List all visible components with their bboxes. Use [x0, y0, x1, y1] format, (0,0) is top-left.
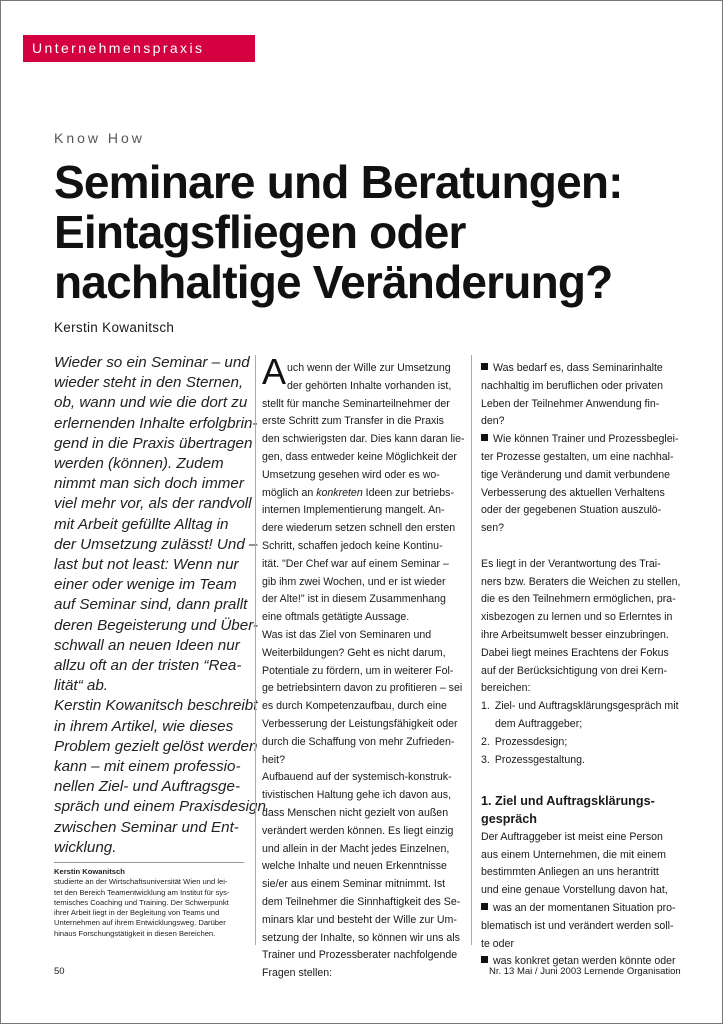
lead-line: gend in die Praxis übertragen: [54, 434, 253, 452]
body-line: xisbezogen zu lernen und so Erlerntes in: [481, 611, 673, 624]
emphasis: konkreten: [316, 486, 363, 499]
body-line: Verbesserung der Leistungsfähigkeit oder: [262, 717, 458, 730]
lead-line: zwischen Seminar und Ent-: [54, 818, 239, 836]
lead-line: lität“ ab.: [54, 677, 109, 695]
lead-line: wieder steht in den Sternen,: [54, 374, 244, 392]
square-bullet-icon: [481, 434, 488, 441]
bullet-item-line: [481, 431, 677, 449]
body-line: gen, dass entweder keine Möglichkeit der: [262, 450, 457, 463]
body-line: Fragen stellen:: [262, 967, 333, 980]
item-number: 2.: [481, 735, 490, 748]
lead-line: schwall an neuen Ideen nur: [54, 636, 240, 654]
title-line: Seminare und Beratungen:: [54, 156, 623, 208]
lead-paragraph: [54, 353, 266, 858]
body-line: möglich an konkreten Ideen zur betriebs-: [262, 486, 454, 499]
section-label: Unternehmenspraxis: [32, 40, 205, 56]
body-line: der gehörten Inhalte vorhanden ist,: [287, 379, 452, 392]
bio-line: Unternehmen auf ihrem Entwicklungsweg. Darüber: [54, 918, 226, 928]
item-text: Prozessgestaltung.: [494, 753, 585, 766]
lead-line: der Umsetzung zulässt! Und –: [54, 535, 258, 553]
item-number: 3.: [481, 753, 490, 766]
numbered-item: [481, 734, 677, 752]
body-column-2: [262, 360, 465, 983]
body-line: ität. "Der Chef war auf einem Seminar –: [262, 557, 449, 570]
body-line: sen?: [481, 522, 504, 535]
bio-line: temisches Coaching und Training. Der Schwerpunkt: [54, 897, 229, 907]
title-line: Eintagsfliegen oder: [54, 206, 466, 258]
body-line: auf der Berücksichtigung von drei Kern-: [481, 664, 668, 677]
body-line: durch die Schaffung von mehr Zufrieden-: [262, 735, 455, 748]
body-line: sie/er aus einem Seminar mitnimmt. Ist: [262, 878, 446, 891]
bullet-text: Was bedarf es, dass Seminarinhalte: [493, 362, 663, 374]
body-line: bestimmten Anliegen an uns herantritt: [481, 866, 659, 879]
body-line: den?: [481, 415, 505, 428]
lead-line: deren Begeisterung und Über-: [54, 616, 259, 634]
lead-line: last but not least: Wenn nur: [54, 556, 239, 574]
lead-line: auf Seminar sind, dann prallt: [54, 596, 248, 614]
numbered-item-continuation: dem Auftraggeber;: [495, 717, 583, 730]
column-divider: [471, 355, 472, 945]
body-line: ners bzw. Beraters die Weichen zu stellen,: [481, 575, 681, 588]
body-line: ge betriebsintern davon zu profitieren – sei: [262, 682, 463, 695]
item-text: Ziel- und Auftragsklärungsgespräch mit: [494, 700, 679, 713]
lead-line: wicklung.: [54, 838, 117, 856]
bio-line: ihrer Arbeit liegt in der Begleitung von Teams und: [54, 908, 220, 918]
lead-line: viel mehr vor, als der randvoll: [54, 495, 252, 513]
body-line: es durch Kompetenzaufbau, durch eine: [262, 700, 447, 713]
drop-cap: A: [262, 351, 287, 392]
bullet-item-line: [481, 360, 677, 378]
body-line: Trainer und Prozessberater nachfolgende: [262, 949, 458, 962]
body-line: blematisch ist und verändert werden soll-: [481, 919, 674, 932]
body-line: eine oftmals getätigte Aussage.: [262, 611, 410, 624]
body-line: die es den Teilnehmern ermöglichen, pra-: [481, 593, 676, 606]
article-title: [54, 157, 704, 307]
author-bio: [54, 867, 250, 939]
bio-line: hinaus Forschungstätigkeit in diesen Bereichen.: [54, 928, 216, 938]
numbered-item: [481, 698, 677, 716]
body-column-3: [481, 360, 681, 971]
body-line: heit?: [262, 753, 285, 766]
title-line: nachhaltige Veränderung?: [54, 256, 613, 308]
heading-line: gespräch: [481, 811, 537, 826]
lead-line: Kerstin Kowanitsch beschreibt: [54, 697, 258, 715]
body-line: setzung der Inhalte, so können wir uns als: [262, 931, 460, 944]
body-line: welche Inhalte und neuen Erkenntnisse: [262, 860, 447, 873]
body-line: Schritt, schaffen jedoch keine Kontinu-: [262, 539, 443, 552]
lead-line: werden (können). Zudem: [54, 455, 224, 473]
body-line: Es liegt in der Verantwortung des Trai-: [481, 557, 661, 570]
body-line: Was ist das Ziel von Seminaren und: [262, 628, 432, 641]
square-bullet-icon: [481, 956, 488, 963]
heading-line: 1. Ziel und Auftragsklärungs-: [481, 794, 655, 809]
body-line: stellt für manche Seminarteilnehmer der: [262, 397, 450, 410]
numbered-item: [481, 752, 677, 770]
bullet-text: was an der momentanen Situation pro-: [493, 901, 676, 914]
body-line: erste Schritt zum Transfer in die Praxis: [262, 415, 444, 428]
section-heading: [481, 793, 677, 829]
bio-name: Kerstin Kowanitsch: [54, 867, 125, 876]
spacer: [481, 538, 677, 556]
bullet-text: Wie können Trainer und Prozessbeglei-: [493, 433, 679, 446]
body-line: te oder: [481, 937, 514, 950]
body-line: der Alte!" ist in diesem Zusammenhang: [262, 593, 446, 606]
body-line: Aufbauend auf der systemisch-konstruk-: [262, 771, 452, 784]
bio-line: tet den Bereich Teamentwicklung am Institut für sys-: [54, 887, 230, 897]
bio-divider: [54, 862, 244, 863]
lead-line: mit Arbeit gefüllte Alltag in: [54, 515, 229, 533]
lead-line: ob, wann und wie die dort zu: [54, 394, 248, 412]
body-line: Leben der Teilnehmer Anwendung fin-: [481, 397, 660, 410]
lead-line: Problem gezielt gelöst werden: [54, 737, 258, 755]
section-banner: [23, 35, 255, 62]
body-line: und eine genaue Vorstellung davon hat,: [481, 884, 668, 897]
body-line: ter Prozesse gestalten, um eine nachhal-: [481, 450, 674, 463]
body-line: nachhaltig im beruflichen oder privaten: [481, 379, 663, 392]
lead-line: Wieder so ein Seminar – und: [54, 354, 250, 371]
body-line: Der Auftraggeber ist meist eine Person: [481, 830, 663, 843]
lead-line: spräch und einem Praxisdesign: [54, 798, 266, 816]
kicker: Know How: [54, 130, 145, 146]
item-number: 1.: [481, 700, 490, 713]
body-line: und allein in der Macht jedes Einzelnen,: [262, 842, 450, 855]
body-line: tivistischen Haltung gehe ich davon aus,: [262, 789, 452, 802]
square-bullet-icon: [481, 363, 488, 370]
body-line: ihre Arbeitsumwelt besser einzubringen.: [481, 628, 669, 641]
body-line: dem Teilnehmer die Sinnhaftigkeit des Se-: [262, 895, 461, 908]
lead-line: einer oder wenige im Team: [54, 576, 237, 594]
lead-line: allzu oft an der tristen “Rea-: [54, 657, 242, 675]
lead-line: in ihrem Artikel, wie dieses: [54, 717, 234, 735]
lead-line: nimmt man sich doch immer: [54, 475, 244, 493]
body-line: Potentiale zu fördern, um in weiterer Fol-: [262, 664, 454, 677]
author-byline: Kerstin Kowanitsch: [54, 320, 175, 335]
issue-info: Nr. 13 Mai / Juni 2003 Lernende Organisation: [489, 966, 681, 977]
lead-line: nellen Ziel- und Auftragsge-: [54, 778, 241, 796]
bullet-text: was konkret getan werden könnte oder: [493, 955, 676, 968]
body-line: oder der gegebenen Stuation auszulö-: [481, 504, 662, 517]
spacer: [481, 769, 677, 787]
body-line: gib ihm zwei Wochen, und er ist wieder: [262, 575, 446, 588]
body-line: den schwierigsten dar. Dies kann daran lie-: [262, 433, 465, 446]
body-line: Weiterbildungen? Geht es nicht darum,: [262, 646, 446, 659]
page-number: 50: [54, 966, 65, 977]
lead-line: erlernenden Inhalte erfolgbrin-: [54, 414, 258, 432]
bullet-item-line: [481, 900, 677, 918]
body-line: Dabei liegt meines Erachtens der Fokus: [481, 646, 669, 659]
body-line: Umsetzung gesehen wird oder es wo-: [262, 468, 440, 481]
body-line: dass Menschen nicht gezielt von außen: [262, 806, 449, 819]
body-line: tige Veränderung und damit verbundene: [481, 468, 671, 481]
body-line: aus einem Unternehmen, die mit einem: [481, 848, 666, 861]
lead-line: kann – mit einem professio-: [54, 758, 241, 776]
body-line: dere wiederum setzen schnell den ersten: [262, 522, 456, 535]
bio-line: studierte an der Wirtschaftsuniversität Wien und lei-: [54, 877, 228, 887]
body-line: minars klar und besteht der Wille zur Um-: [262, 913, 457, 926]
body-line: Verbesserung des aktuellen Verhaltens: [481, 486, 665, 499]
body-line: bereichen:: [481, 682, 531, 695]
column-divider: [255, 355, 256, 945]
body-line: verändert werden können. Es liegt einzig: [262, 824, 454, 837]
item-text: Prozessdesign;: [494, 735, 568, 748]
body-line: uch wenn der Wille zur Umsetzung: [287, 362, 451, 374]
body-line: internen Implementierung mangelt. An-: [262, 504, 445, 517]
square-bullet-icon: [481, 903, 488, 910]
